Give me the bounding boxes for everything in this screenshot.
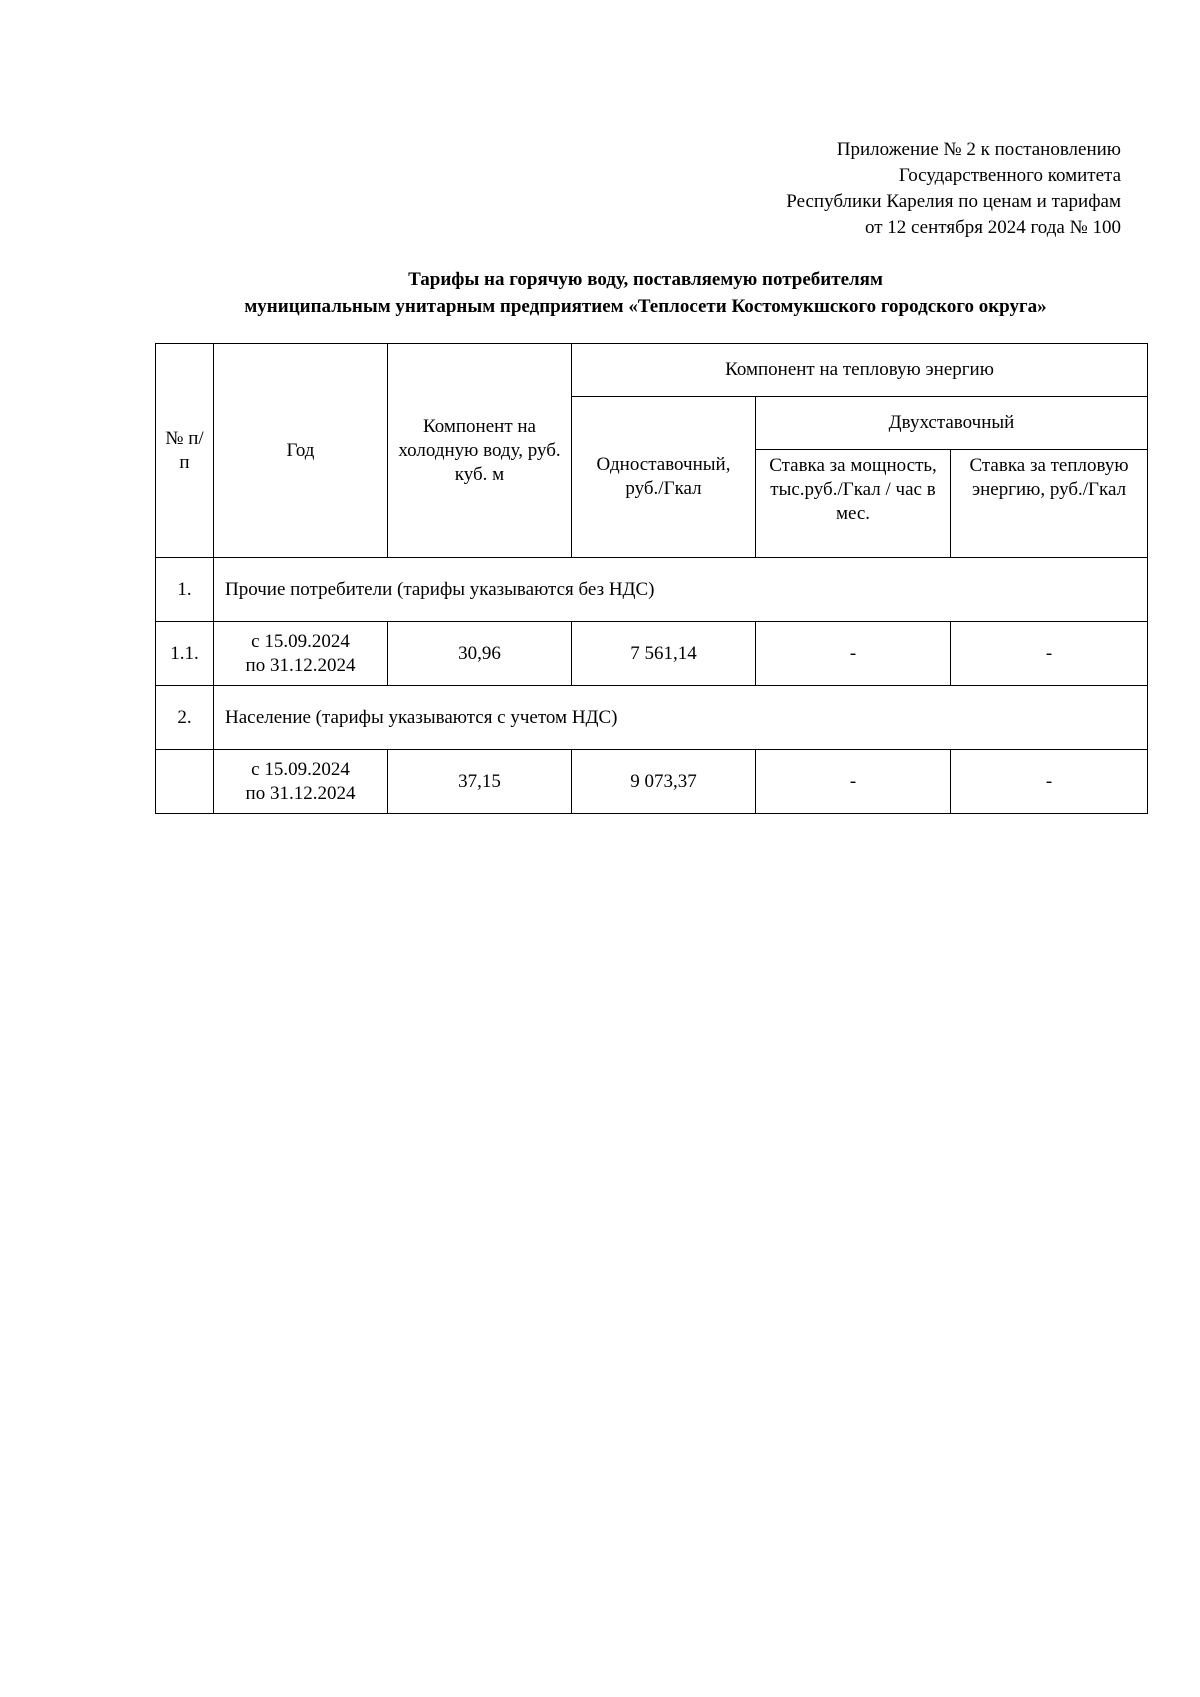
period-from: с 15.09.2024	[251, 758, 350, 780]
row-num: 1.1.	[156, 622, 214, 686]
row-energy-rate: -	[951, 622, 1148, 686]
period-to: по 31.12.2024	[245, 782, 356, 804]
section-row	[156, 686, 1148, 750]
tariffs-table	[155, 343, 1148, 814]
row-single-rate: 7 561,14	[572, 622, 756, 686]
row-capacity-rate: -	[756, 750, 951, 814]
row-period	[214, 622, 388, 686]
title-line: Тарифы на горячую воду, поставляемую потребителям	[408, 269, 883, 290]
appendix-reference	[786, 137, 1121, 241]
title-line: муниципальным унитарным предприятием «Теплосети Костомукшского городского округа»	[244, 296, 1047, 317]
period-from: с 15.09.2024	[251, 630, 350, 652]
appendix-line: Республики Карелия по ценам и тарифам	[786, 191, 1121, 212]
header-num	[156, 344, 214, 558]
period-to: по 31.12.2024	[245, 654, 356, 676]
row-energy-rate: -	[951, 750, 1148, 814]
document-title	[170, 266, 1121, 320]
row-num	[156, 750, 214, 814]
appendix-line: от 12 сентября 2024 года № 100	[864, 217, 1121, 238]
header-num-label: № п/п	[165, 427, 204, 473]
row-period	[214, 750, 388, 814]
appendix-line: Государственного комитета	[898, 165, 1121, 186]
table-row	[156, 622, 1148, 686]
row-single-rate: 9 073,37	[572, 750, 756, 814]
section-label: Население (тарифы указываются с учетом НДС)	[214, 686, 1148, 750]
row-cold-water: 37,15	[388, 750, 572, 814]
header-cold-water: Компонент на холодную воду, руб. куб. м	[388, 344, 572, 558]
header-heat-group: Компонент на тепловую энергию	[572, 344, 1148, 397]
section-label: Прочие потребители (тарифы указываются без НДС)	[214, 558, 1148, 622]
header-two-rate: Двухставочный	[756, 397, 1148, 450]
header-energy-rate: Ставка за тепловую энергию, руб./Гкал	[951, 450, 1148, 558]
section-num: 2.	[156, 686, 214, 750]
table-row	[156, 750, 1148, 814]
section-row	[156, 558, 1148, 622]
row-capacity-rate: -	[756, 622, 951, 686]
appendix-line: Приложение № 2 к постановлению	[836, 139, 1121, 160]
row-cold-water: 30,96	[388, 622, 572, 686]
section-num: 1.	[156, 558, 214, 622]
header-capacity-rate: Ставка за мощность, тыс.руб./Гкал / час в мес.	[756, 450, 951, 558]
header-year: Год	[214, 344, 388, 558]
header-single-rate: Одноставочный, руб./Гкал	[572, 397, 756, 558]
